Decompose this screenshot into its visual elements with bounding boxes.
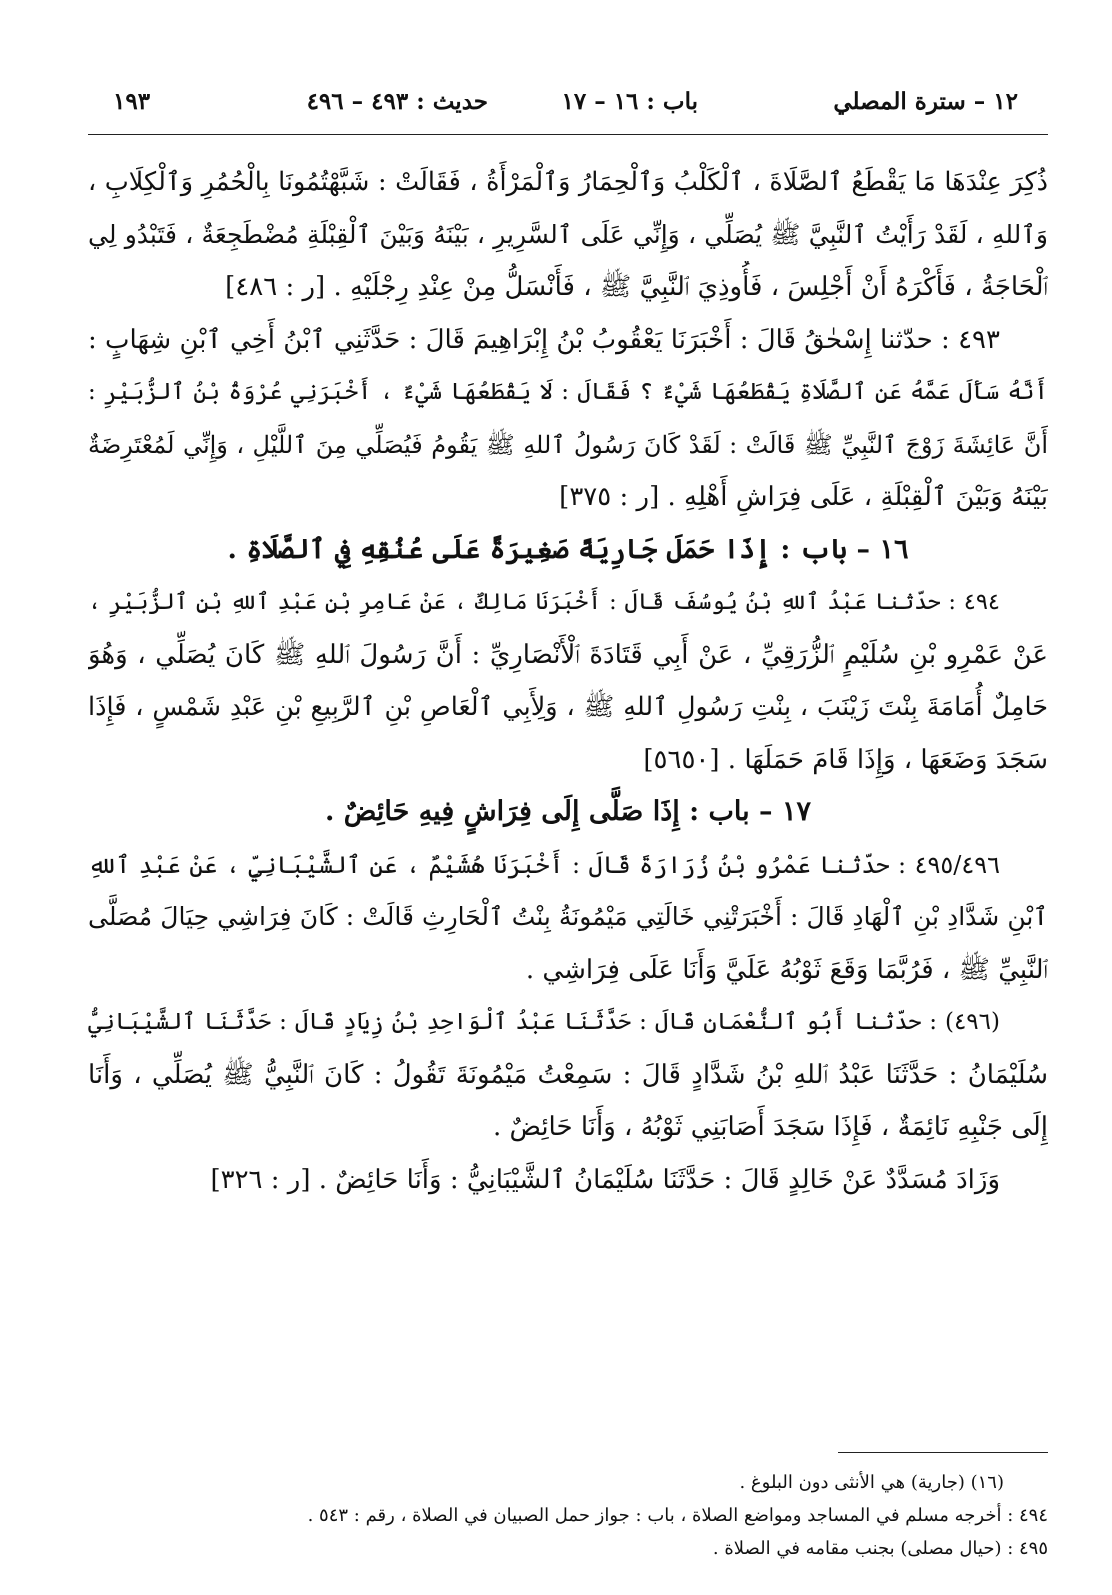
text-line: حَامِلٌ أُمَامَةَ بِنْتَ زَيْنَبَ ، بِنْتِ رَسُولِ ٱللهِ ﷺ ، وَلِأَبِي ٱلْعَاصِ بْنِ ٱلرَّبِيعِ بْنِ عَبْدِ شَمْسٍ ، فَإِذَا bbox=[88, 692, 1048, 722]
text-line: ٱلنَّبِيِّ ﷺ ، فَرُبَّمَا وَقَعَ ثَوْبُهُ عَلَيَّ وَأَنَا عَلَى فِرَاشِي . bbox=[525, 954, 1048, 985]
text-line: وَزَادَ مُسَدَّدٌ عَنْ خَالِدٍ قَالَ : حَدَّثَنَا سُلَيْمَانُ ٱلشَّيْبَانِيُّ : وَأَنَا حَائِضٌ . [ر : ٣٢٦] bbox=[210, 1164, 1000, 1195]
running-header bbox=[88, 70, 1048, 132]
chapter-title: ١٢ – سترة المصلي bbox=[833, 88, 1018, 115]
page-number: ١٩٣ bbox=[113, 88, 151, 115]
hadith-495-start: ٤٩٥/٤٩٦ : حدّثنا عَمْرُو بْنُ زُرَارَةَ قَالَ : أَخْبَرَنَا هُشَيْمٌ ، عَنِ ٱلشَّيْبَانِيِّ ، عَنْ عَبْدِ ٱللهِ bbox=[88, 850, 1000, 879]
hadith-496-start: (٤٩٦) : حدّثنا أَبُو ٱلنُّعْمَانِ قَالَ : حَدَّثَنَا عَبْدُ ٱلْوَاحِدِ بْنُ زِيَادٍ قَالَ : حَدَّثَنَا ٱلشَّيْبَانِيُّ bbox=[88, 1009, 1000, 1035]
text-line: عَنْ عَمْرِو بْنِ سُلَيْمٍ ٱلزُّرَقِيِّ ، عَنْ أَبِي قَتَادَةَ ٱلْأَنْصَارِيِّ : أَنَّ رَسُولَ ٱللهِ ﷺ كَانَ يُصَلِّي ، وَهُوَ bbox=[88, 639, 1048, 670]
footnote-rule bbox=[838, 1452, 1048, 1453]
bab-16-heading: ١٦ – باب : إِذَا حَمَلَ جَارِيَةً صَغِيرَةً عَلَى عُنُقِهِ فِي ٱلصَّلَاةِ . bbox=[227, 533, 909, 565]
text-line: أَنَّهُ سَأَلَ عَمَّهُ عَنِ ٱلصَّلَاةِ يَقْطَعُهَا شَيْءٌ ؟ فَقَالَ : لَا يَقْطَعُهَا شَيْءٌ ، أَخْبَرَنِي عُرْوَةُ بْنُ ٱلزُّبَيْرِ : bbox=[88, 379, 1048, 405]
text-line: ذُكِرَ عِنْدَهَا مَا يَقْطَعُ ٱلصَّلَاةَ ، ٱلْكَلْبُ وَٱلْحِمَارُ وَٱلْمَرْأَةُ ، فَقَالَتْ : شَبَّهْتُمُونَا بِالْحُمُرِ وَٱلْكِلَابِ ، bbox=[88, 167, 1048, 197]
footnote: ٤٩٥ : (حيال مصلى) بجنب مقامه في الصلاة . bbox=[712, 1538, 1048, 1559]
text-line: أَنَّ عَائِشَةَ زَوْجَ ٱلنَّبِيِّ ﷺ قَالَتْ : لَقَدْ كَانَ رَسُولُ ٱللهِ ﷺ يَقُومُ فَيُصَلِّي مِنَ ٱللَّيْلِ ، وَإِنِّي لَمُعْتَرِضَةٌ bbox=[88, 430, 1048, 459]
footnote: (١٦) (جارية) هي الأنثى دون البلوغ . bbox=[739, 1472, 1004, 1493]
hadith-494-start: ٤٩٤ : حدّثنا عَبْدُ ٱللهِ بْنُ يُوسُفَ قَالَ : أَخْبَرَنَا مَالِكٌ ، عَنْ عَامِرِ بْنِ عَبْدِ ٱللهِ بْنِ ٱلزُّبَيْرِ ، bbox=[88, 589, 1000, 615]
text-line: إِلَى جَنْبِهِ نَائِمَةٌ ، فَإِذَا سَجَدَ أَصَابَنِي ثَوْبُهُ ، وَأَنَا حَائِضٌ . bbox=[492, 1112, 1048, 1142]
text-line: بَيْنَهُ وَبَيْنَ ٱلْقِبْلَةِ ، عَلَى فِرَاشِ أَهْلِهِ . [ر : ٣٧٥] bbox=[559, 482, 1048, 512]
text-line: ٱلْحَاجَةُ ، فَأَكْرَهُ أَنْ أَجْلِسَ ، فَأُوذِيَ ٱلنَّبِيَّ ﷺ ، فَأَنْسَلُّ مِنْ عِنْدِ رِجْلَيْهِ . [ر : ٤٨٦] bbox=[225, 272, 1048, 302]
main-text bbox=[88, 156, 1048, 1206]
text-line: وَٱللهِ ، لَقَدْ رَأَيْتُ ٱلنَّبِيَّ ﷺ يُصَلِّي ، وَإِنِّي عَلَى ٱلسَّرِيرِ ، بَيْنَهُ وَبَيْنَ ٱلْقِبْلَةِ مُضْطَجِعَةٌ ، فَتَبْدُو لِي bbox=[88, 219, 1048, 249]
footnotes bbox=[88, 1466, 1048, 1565]
text-line: سَجَدَ وَضَعَهَا ، وَإِذَا قَامَ حَمَلَهَا . [٥٦٥٠] bbox=[643, 744, 1048, 775]
header-rule bbox=[88, 134, 1048, 135]
bab-17-heading: ١٧ – باب : إِذَا صَلَّى إِلَى فِرَاشٍ فِيهِ حَائِضٌ . bbox=[325, 796, 811, 827]
text-line: ٱبْنِ شَدَّادِ بْنِ ٱلْهَادِ قَالَ : أَخْبَرَتْنِي خَالَتِي مَيْمُونَةُ بِنْتُ ٱلْحَارِثِ قَالَتْ : كَانَ فِرَاشِي حِيَالَ مُصَلَّى bbox=[88, 902, 1048, 931]
book-page bbox=[88, 70, 1048, 1559]
hadith-493-start: ٤٩٣ : حدّثنا إِسْحٰقُ قَالَ : أَخْبَرَنَا يَعْقُوبُ بْنُ إِبْرَاهِيمَ قَالَ : حَدَّثَنِي ٱبْنُ أَخِي ٱبْنِ شِهَابٍ : bbox=[88, 324, 1000, 355]
bab-range: باب : ١٦ – ١٧ bbox=[561, 88, 698, 115]
footnote: ٤٩٤ : أخرجه مسلم في المساجد ومواضع الصلاة ، باب : جواز حمل الصبيان في الصلاة ، رقم : ٥٤٣ . bbox=[307, 1505, 1048, 1526]
text-line: سُلَيْمَانُ : حَدَّثَنَا عَبْدُ ٱللهِ بْنُ شَدَّادٍ قَالَ : سَمِعْتُ مَيْمُونَةَ تَقُولُ : كَانَ ٱلنَّبِيُّ ﷺ يُصَلِّي ، وَأَنَا bbox=[88, 1059, 1048, 1090]
hadith-range: حديث : ٤٩٣ – ٤٩٦ bbox=[306, 88, 488, 115]
